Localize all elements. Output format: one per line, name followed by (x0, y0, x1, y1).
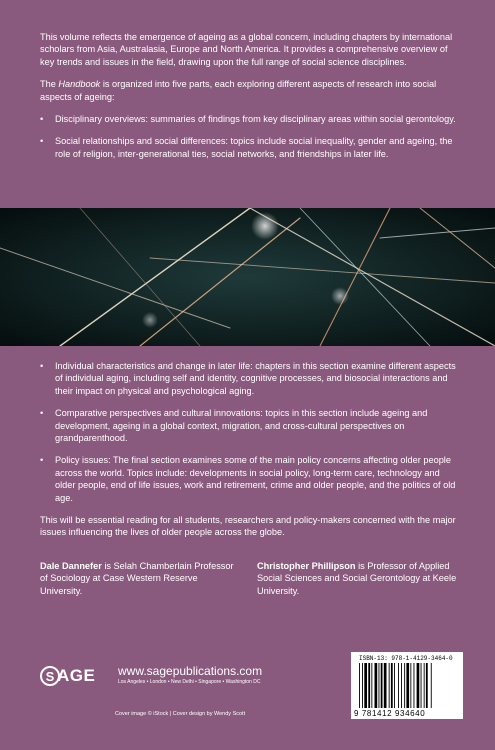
list-item: • Policy issues: The final section examines some of the main policy concerns affecting older people across the world. Topics include: developments in social policy, long-term care, technology and older people, end of life issues, work and retirement, crime and older people, and the politics of old age. (40, 455, 456, 503)
bullet-icon: • (40, 455, 44, 466)
list-item: • Individual characteristics and change in later life: chapters in this section examine different aspects of individual aging, including self and identity, cognitive processes, and biosocial interactions and their impact on physical and psychological aging. (40, 361, 456, 396)
bullet-icon: • (40, 114, 44, 125)
light-streaks-image (0, 208, 495, 346)
parts-list-bottom (40, 360, 460, 504)
author-bio-phillipson: Christopher Phillipson is Professor of Applied Social Sciences and Social Gerontology at Keele University. (257, 561, 457, 596)
list-item: • Disciplinary overviews: summaries of findings from key disciplinary areas within social gerontology. (40, 114, 456, 125)
cover-photo (0, 208, 495, 346)
handbook-paragraph: The Handbook is organized into five parts, each exploring different aspects of research into social aspects of ageing: (40, 79, 437, 102)
bullet-icon: • (40, 136, 44, 147)
parts-section-bottom (40, 360, 460, 549)
cover-credits: Cover image © iStock | Cover design by Wendy Scott (115, 711, 246, 717)
intro-section (40, 31, 460, 170)
isbn-label: ISBN-13: 978-1-4129-3464-0 (359, 655, 453, 662)
closing-paragraph: This will be essential reading for all students, researchers and policy-makers concerned with the major issues influencing the lives of older people across the globe. (40, 515, 456, 538)
intro-paragraph: This volume reflects the emergence of ageing as a global concern, including chapters by international scholars from Asia, Australasia, Europe and North America. It provides a comprehensive overview of key trends and issues in the field, drawing upon the full range of social science disciplines. (40, 32, 453, 67)
sage-logo-icon: S (40, 666, 60, 686)
author-name: Dale Dannefer (40, 561, 102, 571)
sage-logo: S AGE (40, 665, 116, 687)
list-item: • Social relationships and social differences: topics include social inequality, gender and ageing, the role of religion, inter-generational ties, social networks, and friendships in later life. (40, 136, 453, 159)
publisher-url: www.sagepublications.com (118, 664, 263, 678)
parts-list-top (40, 113, 460, 160)
publisher-cities: Los Angeles • London • New Delhi • Singapore • Washington DC (118, 679, 261, 685)
author-bio-dannefer: Dale Dannefer is Selah Chamberlain Professor of Sociology at Case Western Reserve University. (40, 561, 234, 596)
bullet-icon: • (40, 408, 44, 419)
barcode-icon (357, 663, 457, 708)
handbook-emphasis: Handbook (58, 79, 101, 90)
author-name: Christopher Phillipson (257, 561, 356, 571)
list-item: • Comparative perspectives and cultural innovations: topics in this section include ageing and development, ageing in a global context, migration, and cross-cultural perspectives on grandparenthood. (40, 408, 428, 444)
barcode-digits: 9 781412 934640 (354, 709, 426, 718)
isbn-barcode (351, 652, 463, 719)
bullet-icon: • (40, 361, 44, 371)
